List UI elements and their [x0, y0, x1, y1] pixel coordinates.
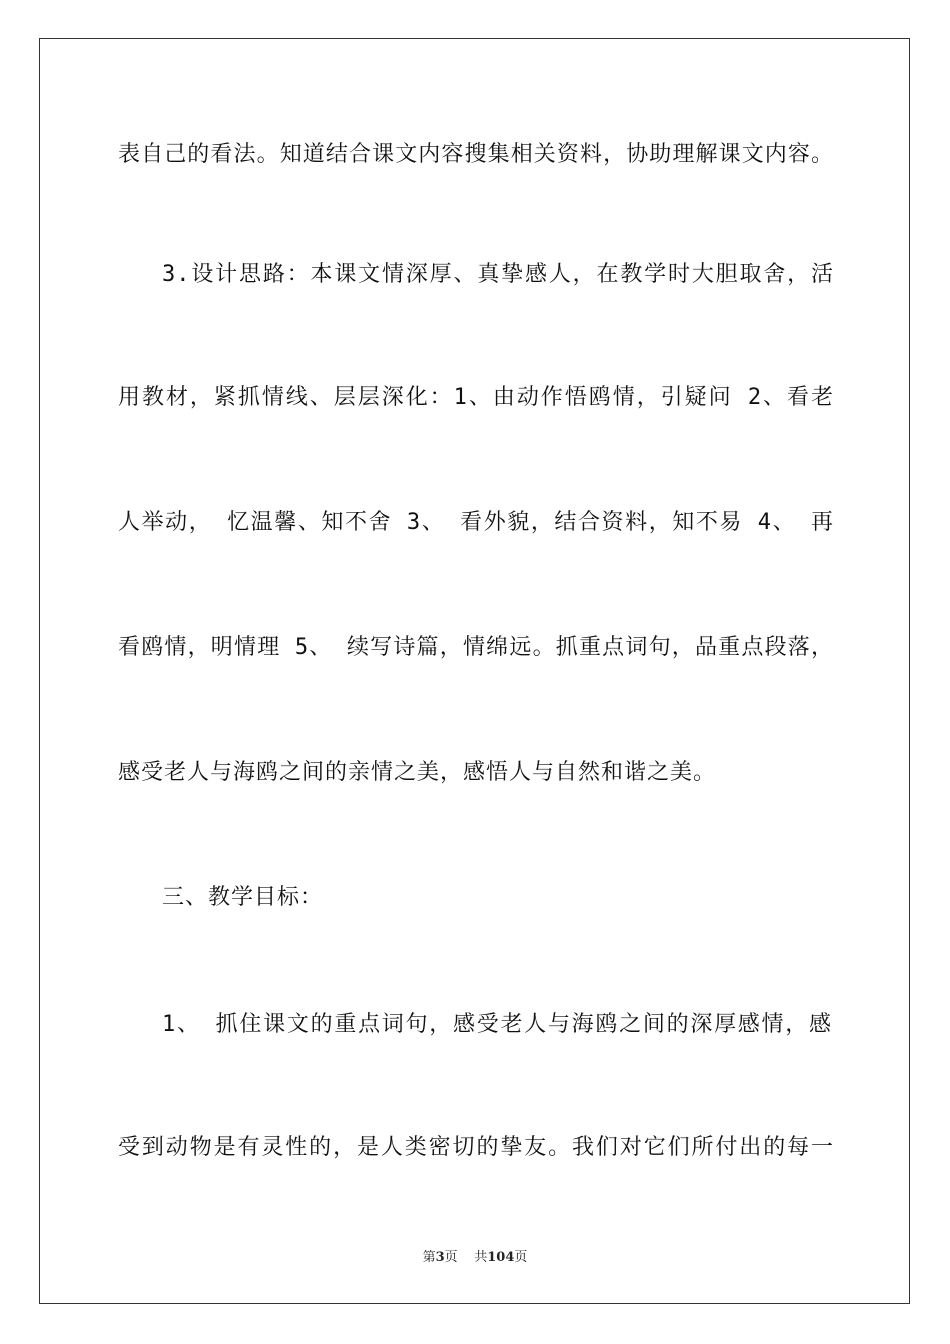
- footer-total-pages: 104: [487, 1250, 515, 1265]
- footer-page-number: 3: [435, 1250, 445, 1265]
- text-line-2: 3.设计思路：本课文情深厚、真挚感人，在教学时大胆取舍，活: [162, 262, 834, 287]
- text-line-1: 表自己的看法。知道结合课文内容搜集相关资料，协助理解课文内容。: [118, 142, 834, 167]
- text-line-3: 用教材，紧抓情线、层层深化：1、由动作悟鸥情，引疑问 2、看老: [118, 385, 834, 410]
- text-line-8: 1、 抓住课文的重点词句，感受老人与海鸥之间的深厚感情，感: [162, 1012, 832, 1037]
- footer-total-prefix: 共: [474, 1250, 488, 1265]
- text-line-5: 看鸥情，明情理 5、 续写诗篇，情绵远。抓重点词句，品重点段落，: [118, 635, 834, 660]
- footer-total-suffix: 页: [514, 1250, 528, 1265]
- text-line-4: 人举动， 忆温馨、知不舍 3、 看外貌，结合资料，知不易 4、 再: [118, 510, 834, 535]
- footer-page-suffix: 页: [444, 1250, 458, 1265]
- section-heading: 三、教学目标：: [162, 885, 324, 910]
- page-footer: [0, 1246, 950, 1265]
- page-border: [39, 38, 910, 1304]
- text-line-6: 感受老人与海鸥之间的亲情之美，感悟人与自然和谐之美。: [118, 760, 717, 785]
- footer-prefix: 第: [422, 1250, 436, 1265]
- text-line-9: 受到动物是有灵性的，是人类密切的挚友。我们对它们所付出的每一: [118, 1135, 834, 1160]
